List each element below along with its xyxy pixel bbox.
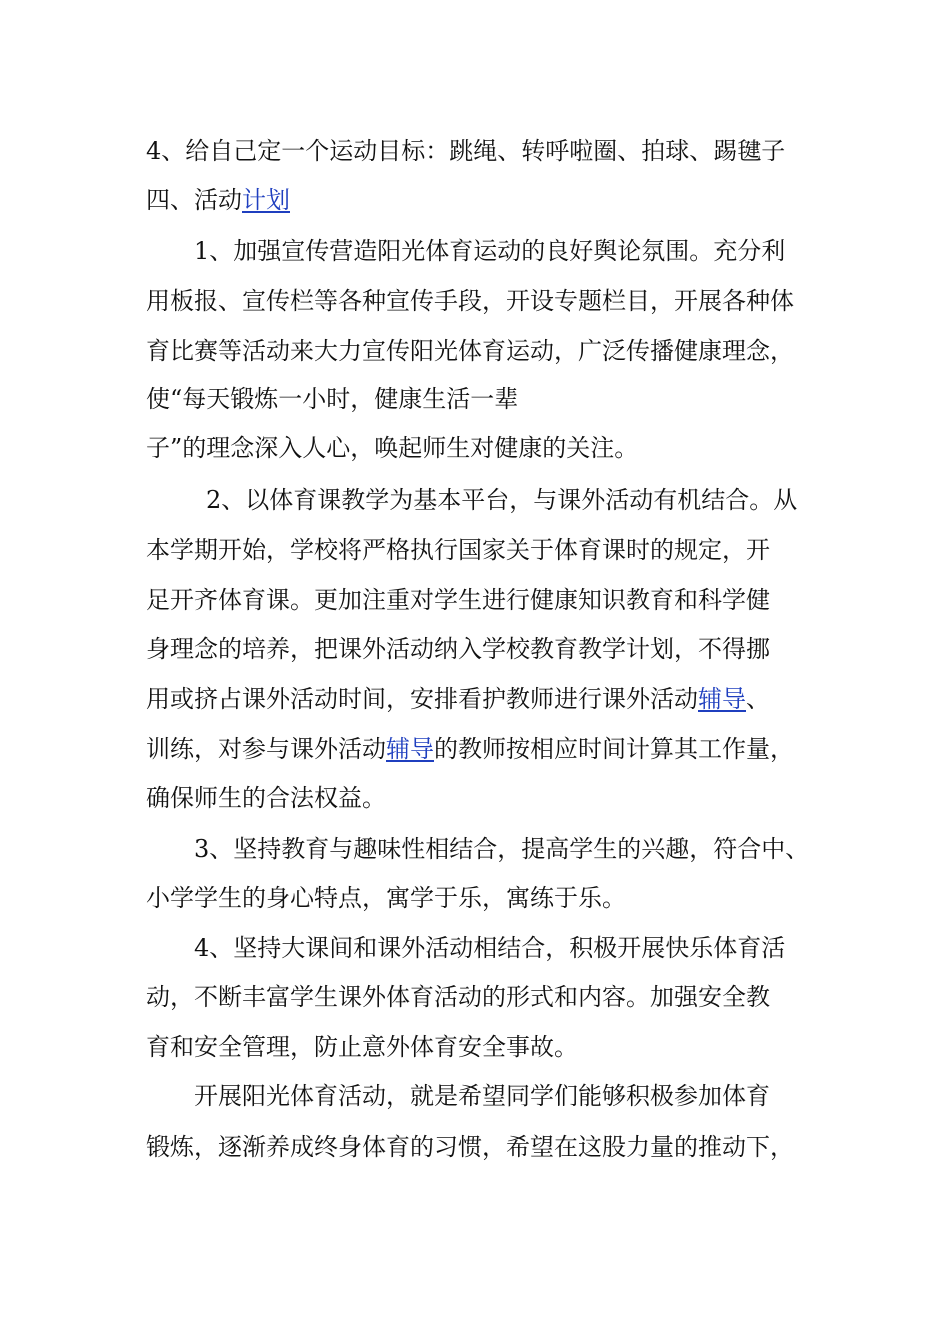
text-line: 锻炼，逐渐养成终身体育的习惯，希望在这股力量的推动下， (146, 1133, 794, 1161)
text-segment: 的教师按相应时间计算其工作量， (434, 735, 794, 763)
text-line (146, 734, 794, 764)
text-line: 动，不断丰富学生课外体育活动的形式和内容。加强安全教 (146, 983, 770, 1011)
text-line: 3、坚持教育与趣味性相结合，提高学生的兴趣，符合中、 (194, 835, 810, 863)
text-segment: 训练，对参与课外活动 (146, 735, 386, 763)
text-line: 足开齐体育课。更加注重对学生进行健康知识教育和科学健 (146, 586, 770, 614)
text-line: 子”的理念深入人心，唤起师生对健康的关注。 (146, 434, 639, 462)
text-line: 育比赛等活动来大力宣传阳光体育运动，广泛传播健康理念， (146, 337, 794, 365)
text-line: 2、以体育课教学为基本平台，与课外活动有机结合。从 (206, 486, 798, 514)
text-line: 4、坚持大课间和课外活动相结合，积极开展快乐体育活 (194, 934, 786, 962)
plan-link[interactable]: 计划 (242, 186, 290, 214)
text-line: 用板报、宣传栏等各种宣传手段，开设专题栏目，开展各种体 (146, 287, 794, 315)
text-line: 小学学生的身心特点，寓学于乐，寓练于乐。 (146, 884, 626, 912)
text-line: 4、给自己定一个运动目标：跳绳、转呼啦圈、拍球、踢毽子 (146, 137, 786, 165)
text-line: 开展阳光体育活动，就是希望同学们能够积极参加体育 (194, 1082, 770, 1110)
text-line: 本学期开始，学校将严格执行国家关于体育课时的规定，开 (146, 536, 770, 564)
text-line: 身理念的培养，把课外活动纳入学校教育教学计划，不得挪 (146, 635, 770, 663)
text-line: 使“每天锻炼一小时，健康生活一辈 (146, 385, 519, 413)
section-heading-text: 四、活动 (146, 186, 242, 214)
text-line (146, 684, 770, 714)
text-segment: 、 (746, 685, 770, 713)
tutoring-link[interactable]: 辅导 (386, 735, 434, 763)
text-line: 1、加强宣传营造阳光体育运动的良好舆论氛围。充分利 (194, 237, 786, 265)
tutoring-link[interactable]: 辅导 (698, 685, 746, 713)
text-segment: 用或挤占课外活动时间，安排看护教师进行课外活动 (146, 685, 698, 713)
section-heading (146, 185, 290, 215)
text-line: 育和安全管理，防止意外体育安全事故。 (146, 1033, 578, 1061)
text-line: 确保师生的合法权益。 (146, 784, 386, 812)
